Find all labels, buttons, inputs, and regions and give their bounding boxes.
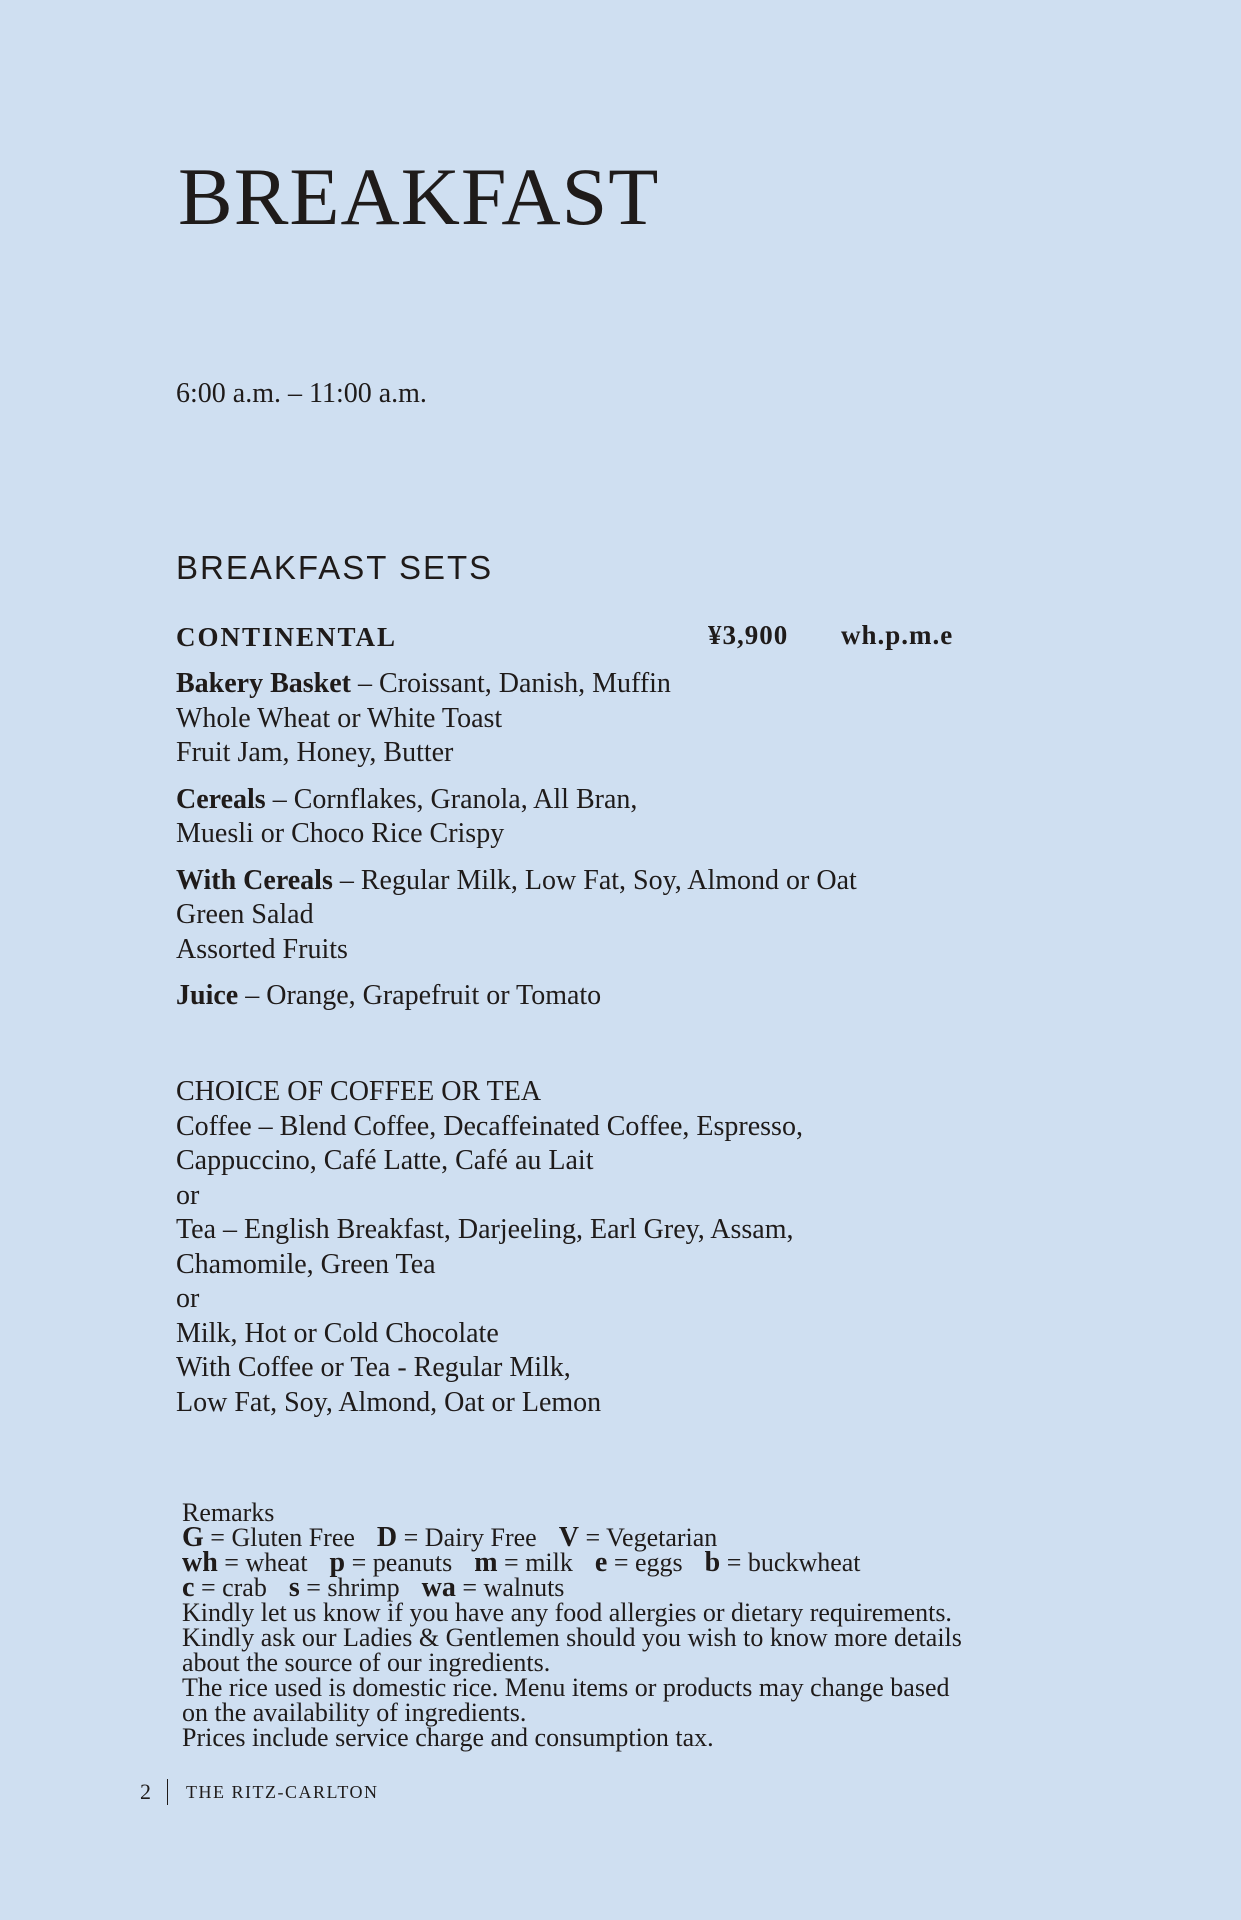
legend-code: c: [182, 1572, 195, 1603]
remarks-heading: Remarks: [182, 1498, 275, 1527]
legend-item: [595, 1548, 683, 1577]
legend-meaning: = buckwheat: [720, 1548, 861, 1577]
coffee-tea-line: Low Fat, Soy, Almond, Oat or Lemon: [176, 1386, 602, 1418]
item-text: – Orange, Grapefruit or Tomato: [238, 980, 602, 1011]
item-text: Muesli or Choco Rice Crispy: [176, 818, 505, 849]
set-items: [176, 667, 857, 1026]
item-lead: Cereals: [176, 783, 266, 815]
remark-note: on the availability of ingredients.: [182, 1698, 527, 1727]
legend-meaning: = wheat: [217, 1548, 308, 1577]
legend-meaning: = milk: [497, 1548, 573, 1577]
coffee-tea-line: Chamomile, Green Tea: [176, 1248, 436, 1280]
coffee-tea-line: or: [176, 1179, 200, 1211]
coffee-tea-options: [176, 1110, 803, 1421]
coffee-tea-heading: CHOICE OF COFFEE OR TEA: [176, 1076, 542, 1107]
coffee-tea-section: [176, 1075, 803, 1420]
coffee-tea-line: With Coffee or Tea - Regular Milk,: [176, 1352, 571, 1383]
legend-code: s: [288, 1572, 300, 1603]
item-text: – Croissant, Danish, Muffin: [351, 668, 671, 699]
legend-code: wh: [182, 1547, 218, 1578]
item-line: [176, 979, 857, 1014]
remark-note: Prices include service charge and consumption tax.: [182, 1723, 714, 1752]
set-price: ¥3,900: [708, 620, 789, 650]
item-text: Fruit Jam, Honey, Butter: [176, 737, 454, 768]
item-line: [176, 864, 857, 899]
legend-meaning: = Gluten Free: [203, 1523, 355, 1552]
legend-meaning: = Vegetarian: [578, 1523, 718, 1552]
item-text: Assorted Fruits: [176, 933, 348, 965]
item-text: – Regular Milk, Low Fat, Soy, Almond or Oat: [332, 864, 857, 896]
remark-note: The rice used is domestic rice. Menu items or products may change based: [182, 1673, 950, 1702]
item-lead: Bakery Basket: [176, 668, 351, 699]
legend-code: G: [182, 1522, 204, 1553]
legend-code: e: [594, 1547, 608, 1578]
section-title: BREAKFAST SETS: [176, 549, 494, 587]
legend-meaning: = shrimp: [299, 1573, 400, 1602]
item-text: Green Salad: [176, 899, 314, 930]
item-line: [176, 817, 857, 852]
legend-meaning: = Dairy Free: [397, 1523, 537, 1552]
item-text: – Cornflakes, Granola, All Bran,: [265, 783, 638, 815]
legend-code: b: [704, 1547, 721, 1578]
coffee-tea-line: Cappuccino, Café Latte, Café au Lait: [176, 1145, 594, 1176]
coffee-tea-line: Milk, Hot or Cold Chocolate: [176, 1317, 499, 1349]
legend-row: [182, 1522, 962, 1553]
item-group: [176, 667, 857, 771]
legend-code: V: [558, 1522, 579, 1553]
item-line: [176, 667, 857, 702]
legend-meaning: = walnuts: [455, 1573, 565, 1602]
legend-row: [182, 1572, 962, 1603]
set-allergens: wh.p.m.e: [841, 620, 954, 650]
footer-divider: [167, 1779, 168, 1805]
remark-note: Kindly ask our Ladies & Gentlemen should you wish to know more details: [182, 1623, 962, 1652]
remark-note: Kindly let us know if you have any food allergies or dietary requirements.: [182, 1598, 952, 1627]
item-group: [176, 783, 857, 852]
page-title: BREAKFAST: [178, 151, 660, 242]
item-lead: With Cereals: [176, 864, 333, 896]
legend-item: [705, 1548, 861, 1577]
legend-meaning: = eggs: [607, 1548, 683, 1577]
remark-note: about the source of our ingredients.: [182, 1648, 551, 1677]
legend-code: wa: [421, 1572, 456, 1603]
item-text: Whole Wheat or White Toast: [176, 702, 503, 734]
remarks-section: [182, 1500, 962, 1750]
page-number: 2: [140, 1779, 151, 1804]
item-lead: Juice: [176, 980, 239, 1011]
coffee-tea-line: or: [176, 1283, 200, 1314]
item-group: [176, 864, 857, 968]
legend-meaning: = crab: [194, 1573, 267, 1602]
item-line: [176, 702, 857, 737]
legend-code: m: [474, 1547, 498, 1578]
item-line: [176, 898, 857, 933]
item-line: [176, 783, 857, 818]
brand-name: THE RITZ-CARLTON: [186, 1781, 379, 1802]
page-footer: [140, 1779, 379, 1805]
item-group: [176, 979, 857, 1014]
set-name: CONTINENTAL: [176, 622, 398, 652]
legend-code: p: [329, 1547, 346, 1578]
item-line: [176, 736, 857, 771]
legend-code: D: [376, 1522, 398, 1553]
coffee-tea-line: Tea – English Breakfast, Darjeeling, Earl Grey, Assam,: [176, 1214, 794, 1245]
set-header: [176, 620, 1056, 660]
item-line: [176, 933, 857, 968]
service-hours: 6:00 a.m. – 11:00 a.m.: [176, 378, 427, 409]
coffee-tea-line: Coffee – Blend Coffee, Decaffeinated Coffee, Espresso,: [176, 1110, 803, 1142]
remarks-notes: [182, 1600, 962, 1750]
allergen-legend: [182, 1522, 962, 1603]
legend-meaning: = peanuts: [345, 1548, 453, 1577]
